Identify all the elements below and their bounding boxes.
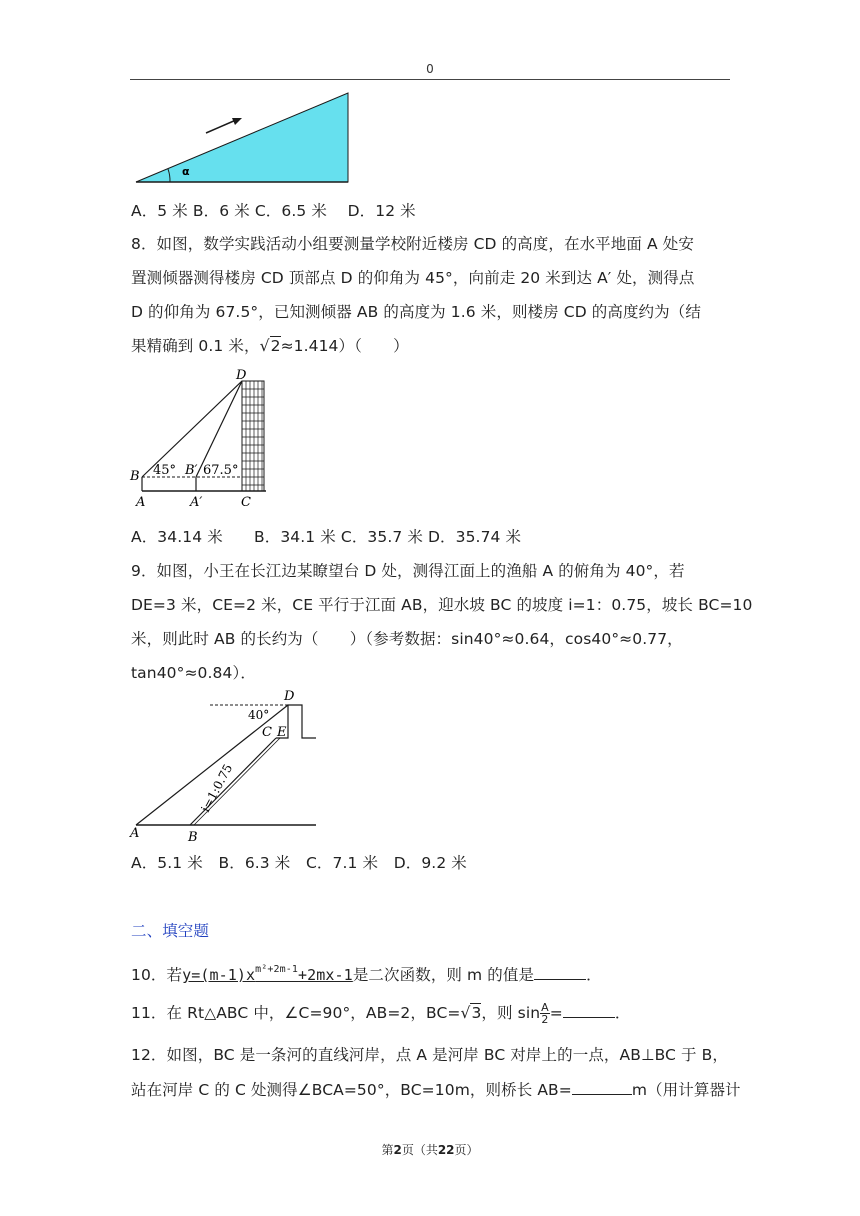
q8-label-d: D — [236, 368, 247, 383]
q8-label-angle-675: 67.5° — [203, 463, 239, 478]
q9-label-c: C — [262, 725, 272, 740]
q9-text-line-4: tan40°≈0.84）． — [131, 664, 256, 682]
q8-sqrt-radicand: 2 — [270, 337, 281, 355]
q9-watchtower-figure — [128, 685, 323, 847]
q10-answer-blank — [534, 965, 586, 980]
q9-text-line-3: 米，则此时 AB 的长约为（ ）（参考数据：sin40°≈0.64，cos40°≈0.77， — [131, 630, 683, 648]
header-page-marker: 0 — [426, 62, 434, 76]
q8-label-angle-45: 45° — [153, 463, 177, 478]
section-title: 二、填空题 — [131, 922, 210, 940]
q7-options: A．5 米 B．6 米 C．6.5 米 D．12 米 — [131, 202, 416, 220]
q8-label-a-prime: A′ — [190, 495, 203, 510]
q8-label-b-prime: B′ — [185, 463, 198, 478]
q9-label-angle-40: 40° — [248, 708, 270, 722]
page-footer: 第2页（共22页） — [381, 1143, 479, 1157]
q8-label-c: C — [241, 495, 251, 510]
q9-label-d: D — [284, 689, 295, 704]
q9-text-line-1: 9．如图，小王在长江边某瞭望台 D 处，测得江面上的渔船 A 的俯角为 40°，若 — [131, 562, 685, 580]
header-rule — [130, 79, 730, 80]
q12-answer-blank — [572, 1080, 632, 1095]
q9-options: A．5.1 米 B．6.3 米 C．7.1 米 D．9.2 米 — [131, 854, 467, 872]
q7-alpha-label: α — [182, 165, 190, 178]
q12-text-line-2: 站在河岸 C 的 C 处测得∠BCA=50°，BC=10m，则桥长 AB= m（用计算器计 — [131, 1081, 741, 1099]
q11-answer-blank — [563, 1003, 615, 1018]
q8-text-line-3: D 的仰角为 67.5°，已知测倾器 AB 的高度为 1.6 米，则楼房 CD 的高度约为（结 — [131, 303, 701, 321]
q9-label-e: E — [277, 725, 287, 740]
q7-slope-figure — [130, 88, 355, 188]
q11-text: 11．在 Rt△ABC 中，∠C=90°，AB=2，BC=√3，则 sin $\frac{A}{2}$ = ． — [131, 1001, 631, 1026]
q8-text-line-1: 8．如图，数学实践活动小组要测量学校附近楼房 CD 的高度，在水平地面 A 处安 — [131, 235, 694, 253]
q9-slope-label: i=1:0.75 — [198, 761, 236, 815]
q9-slope-bc-outer — [190, 738, 276, 825]
q8-options: A．34.14 米 B．34.1 米 C．35.7 米 D．35.74 米 — [131, 528, 522, 546]
q8-text-line-2: 置测倾器测得楼房 CD 顶部点 D 的仰角为 45°，向前走 20 米到达 A′ 处，测得点 — [131, 269, 695, 287]
q8-label-a: A — [136, 495, 146, 510]
q11-sqrt-radicand: 3 — [471, 1004, 482, 1022]
q11-fraction: $\frac{A}{2}$ — [541, 1001, 549, 1026]
q8-building — [242, 381, 264, 491]
q12-text-line-1: 12．如图，BC 是一条河的直线河岸，点 A 是河岸 BC 对岸上的一点，AB⊥BC 于 B， — [131, 1046, 728, 1064]
q8-building-figure — [128, 367, 273, 512]
q7-arrow-head — [232, 118, 242, 125]
q7-slope-triangle — [136, 93, 348, 182]
q10-formula: $y=(m-1)x^{m^2+2m-1}+2mx-1$ — [182, 964, 353, 984]
q8-text-line-4: 果精确到 0.1 米，√2≈1.414）（ ） — [131, 337, 409, 355]
q9-text-line-2: DE=3 米，CE=2 米，CE 平行于江面 AB，迎水坡 BC 的坡度 i=1：0.75，坡长 BC=10 — [131, 596, 753, 614]
q8-label-b: B — [130, 469, 140, 484]
q10-text: 10．若$y=(m-1)x^{m^2+2m-1}+2mx-1$是二次函数，则 m 的值是 ． — [131, 964, 602, 984]
q7-direction-arrow — [206, 120, 236, 133]
q9-label-a: A — [130, 826, 140, 841]
q9-label-b: B — [188, 830, 198, 845]
